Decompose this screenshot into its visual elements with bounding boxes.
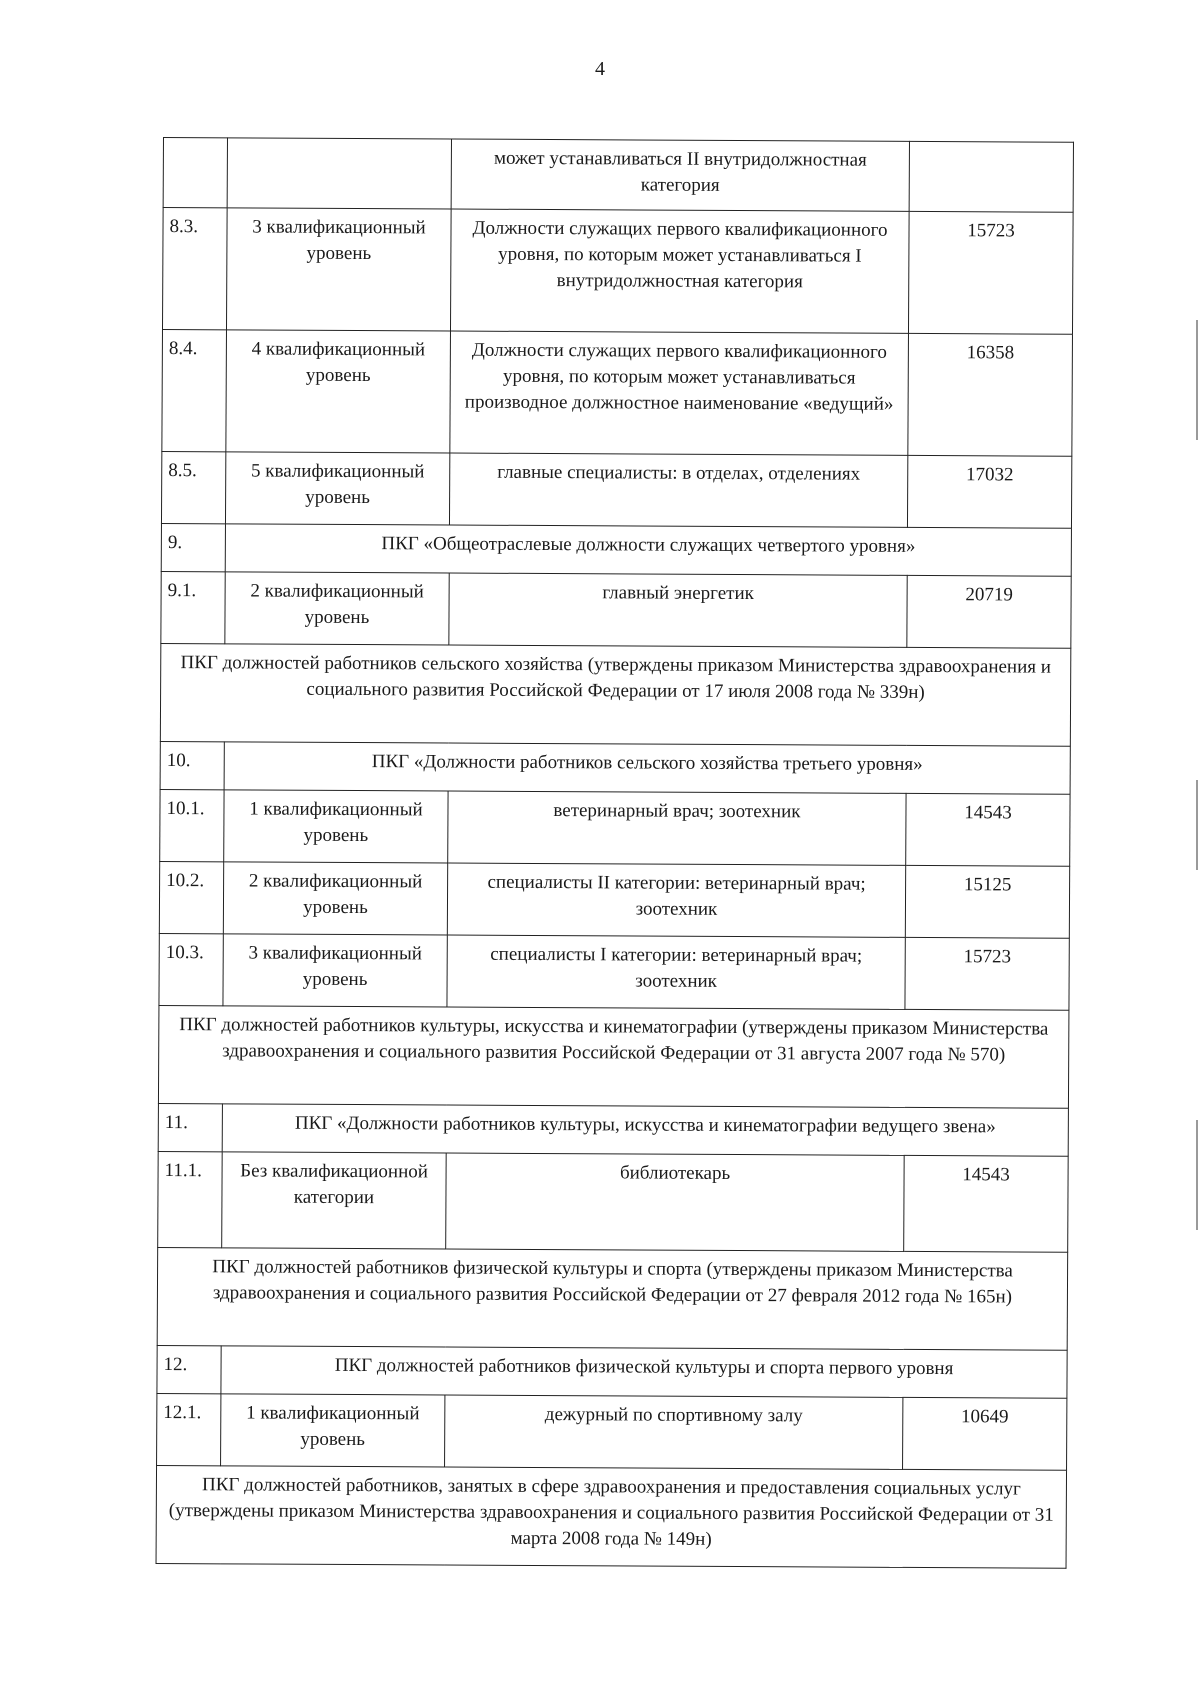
table-row — [162, 329, 1073, 456]
position-description: Должности служащих первого квалификационного уровня, по которым может устанавливаться I внутридолжностная категория — [450, 209, 909, 333]
table-row — [159, 861, 1069, 938]
group-number: 11. — [158, 1103, 222, 1151]
table-row — [163, 138, 1073, 213]
row-number: 10.1. — [160, 789, 224, 861]
scan-edge-mark — [1196, 320, 1198, 440]
qualification-level: 5 квалификационный уровень — [225, 452, 449, 525]
group-number: 9. — [161, 523, 225, 571]
salary-amount: 15723 — [908, 211, 1073, 334]
table-row — [160, 789, 1070, 866]
position-description: главный энергетик — [449, 573, 907, 647]
group-title: ПКГ «Должности работников культуры, искусства и кинематографии ведущего звена» — [222, 1104, 1068, 1156]
position-description: библиотекарь — [446, 1153, 904, 1251]
scan-edge-mark — [1196, 780, 1198, 870]
position-description: Должности служащих первого квалификационного уровня, по которым может устанавливаться производное должностное наименование «ведущий» — [450, 331, 909, 455]
row-number: 9.1. — [161, 571, 225, 643]
row-number — [163, 138, 227, 208]
group-title: ПКГ «Общеотраслевые должности служащих четвертого уровня» — [225, 524, 1071, 576]
table-row — [159, 933, 1069, 1010]
qualification-level: 2 квалификационный уровень — [223, 862, 447, 935]
salary-amount: 10649 — [903, 1397, 1067, 1470]
section-row — [157, 1247, 1068, 1350]
group-title: ПКГ «Должности работников сельского хозяйства третьего уровня» — [224, 742, 1070, 794]
row-number: 11.1. — [158, 1151, 223, 1247]
position-description: специалисты II категории: ветеринарный врач; зоотехник — [447, 863, 905, 937]
table-row — [158, 1151, 1068, 1252]
row-number: 10.3. — [159, 933, 223, 1005]
section-row — [158, 1005, 1069, 1108]
group-row — [157, 1345, 1067, 1398]
qualification-level: 3 квалификационный уровень — [223, 934, 447, 1007]
page-number: 4 — [595, 58, 605, 80]
table-row — [161, 571, 1071, 648]
row-number: 8.3. — [162, 208, 227, 330]
row-number: 8.5. — [161, 451, 225, 523]
position-description: специалисты I категории: ветеринарный врач; зоотехник — [447, 935, 905, 1009]
table-row — [162, 208, 1073, 335]
qualification-level: 1 квалификационный уровень — [221, 1394, 445, 1467]
qualification-level: 2 квалификационный уровень — [225, 572, 449, 645]
position-description: может устанавливаться II внутридолжностная категория — [451, 139, 909, 211]
group-number: 10. — [160, 741, 224, 789]
qualification-level: Без квалификационной категории — [222, 1152, 446, 1249]
salary-amount: 16358 — [908, 333, 1073, 456]
salary-amount: 20719 — [907, 575, 1071, 648]
group-number: 12. — [157, 1345, 221, 1393]
section-heading: ПКГ должностей работников культуры, искусства и кинематографии (утверждены приказом Министерства здравоохранения и социального развития Российской Федерации от 31 августа 2007 года № 570) — [158, 1005, 1069, 1108]
qualification-level — [227, 138, 451, 209]
salary-table — [156, 137, 1074, 1569]
scan-edge-mark — [1196, 1120, 1198, 1230]
salary-amount: 15125 — [905, 865, 1069, 938]
position-description: главные специалисты: в отделах, отделениях — [449, 453, 907, 527]
qualification-level: 4 квалификационный уровень — [226, 330, 451, 453]
table-row — [161, 451, 1071, 528]
salary-amount: 15723 — [905, 937, 1069, 1010]
position-description: ветеринарный врач; зоотехник — [448, 791, 906, 865]
salary-amount: 14543 — [906, 793, 1070, 866]
group-row — [160, 741, 1070, 794]
position-description: дежурный по спортивному залу — [445, 1395, 903, 1469]
qualification-level: 3 квалификационный уровень — [226, 208, 451, 331]
group-row — [161, 523, 1071, 576]
section-heading: ПКГ должностей работников сельского хозяйства (утверждены приказом Министерства здравоохранения и социального развития Российской Федерации от 17 июля 2008 года № 339н) — [160, 643, 1071, 746]
section-heading: ПКГ должностей работников, занятых в сфере здравоохранения и предоставления социальных услуг (утверждены приказом Министерства здравоохранения и социального развития Российской Федерации от 31 марта 2008 года № 149н) — [156, 1465, 1067, 1568]
group-title: ПКГ должностей работников физической культуры и спорта первого уровня — [221, 1346, 1067, 1398]
row-number: 8.4. — [162, 329, 227, 451]
section-heading: ПКГ должностей работников физической культуры и спорта (утверждены приказом Министерства здравоохранения и социального развития Российской Федерации от 27 февраля 2012 года № 165н) — [157, 1247, 1068, 1350]
row-number: 12.1. — [157, 1393, 221, 1465]
salary-amount: 17032 — [907, 455, 1071, 528]
section-row — [160, 643, 1071, 746]
section-row — [156, 1465, 1067, 1568]
row-number: 10.2. — [159, 861, 223, 933]
salary-amount: 14543 — [904, 1155, 1069, 1252]
table-row — [157, 1393, 1067, 1470]
qualification-level: 1 квалификационный уровень — [224, 790, 448, 863]
salary-amount — [909, 141, 1073, 212]
group-row — [158, 1103, 1068, 1156]
